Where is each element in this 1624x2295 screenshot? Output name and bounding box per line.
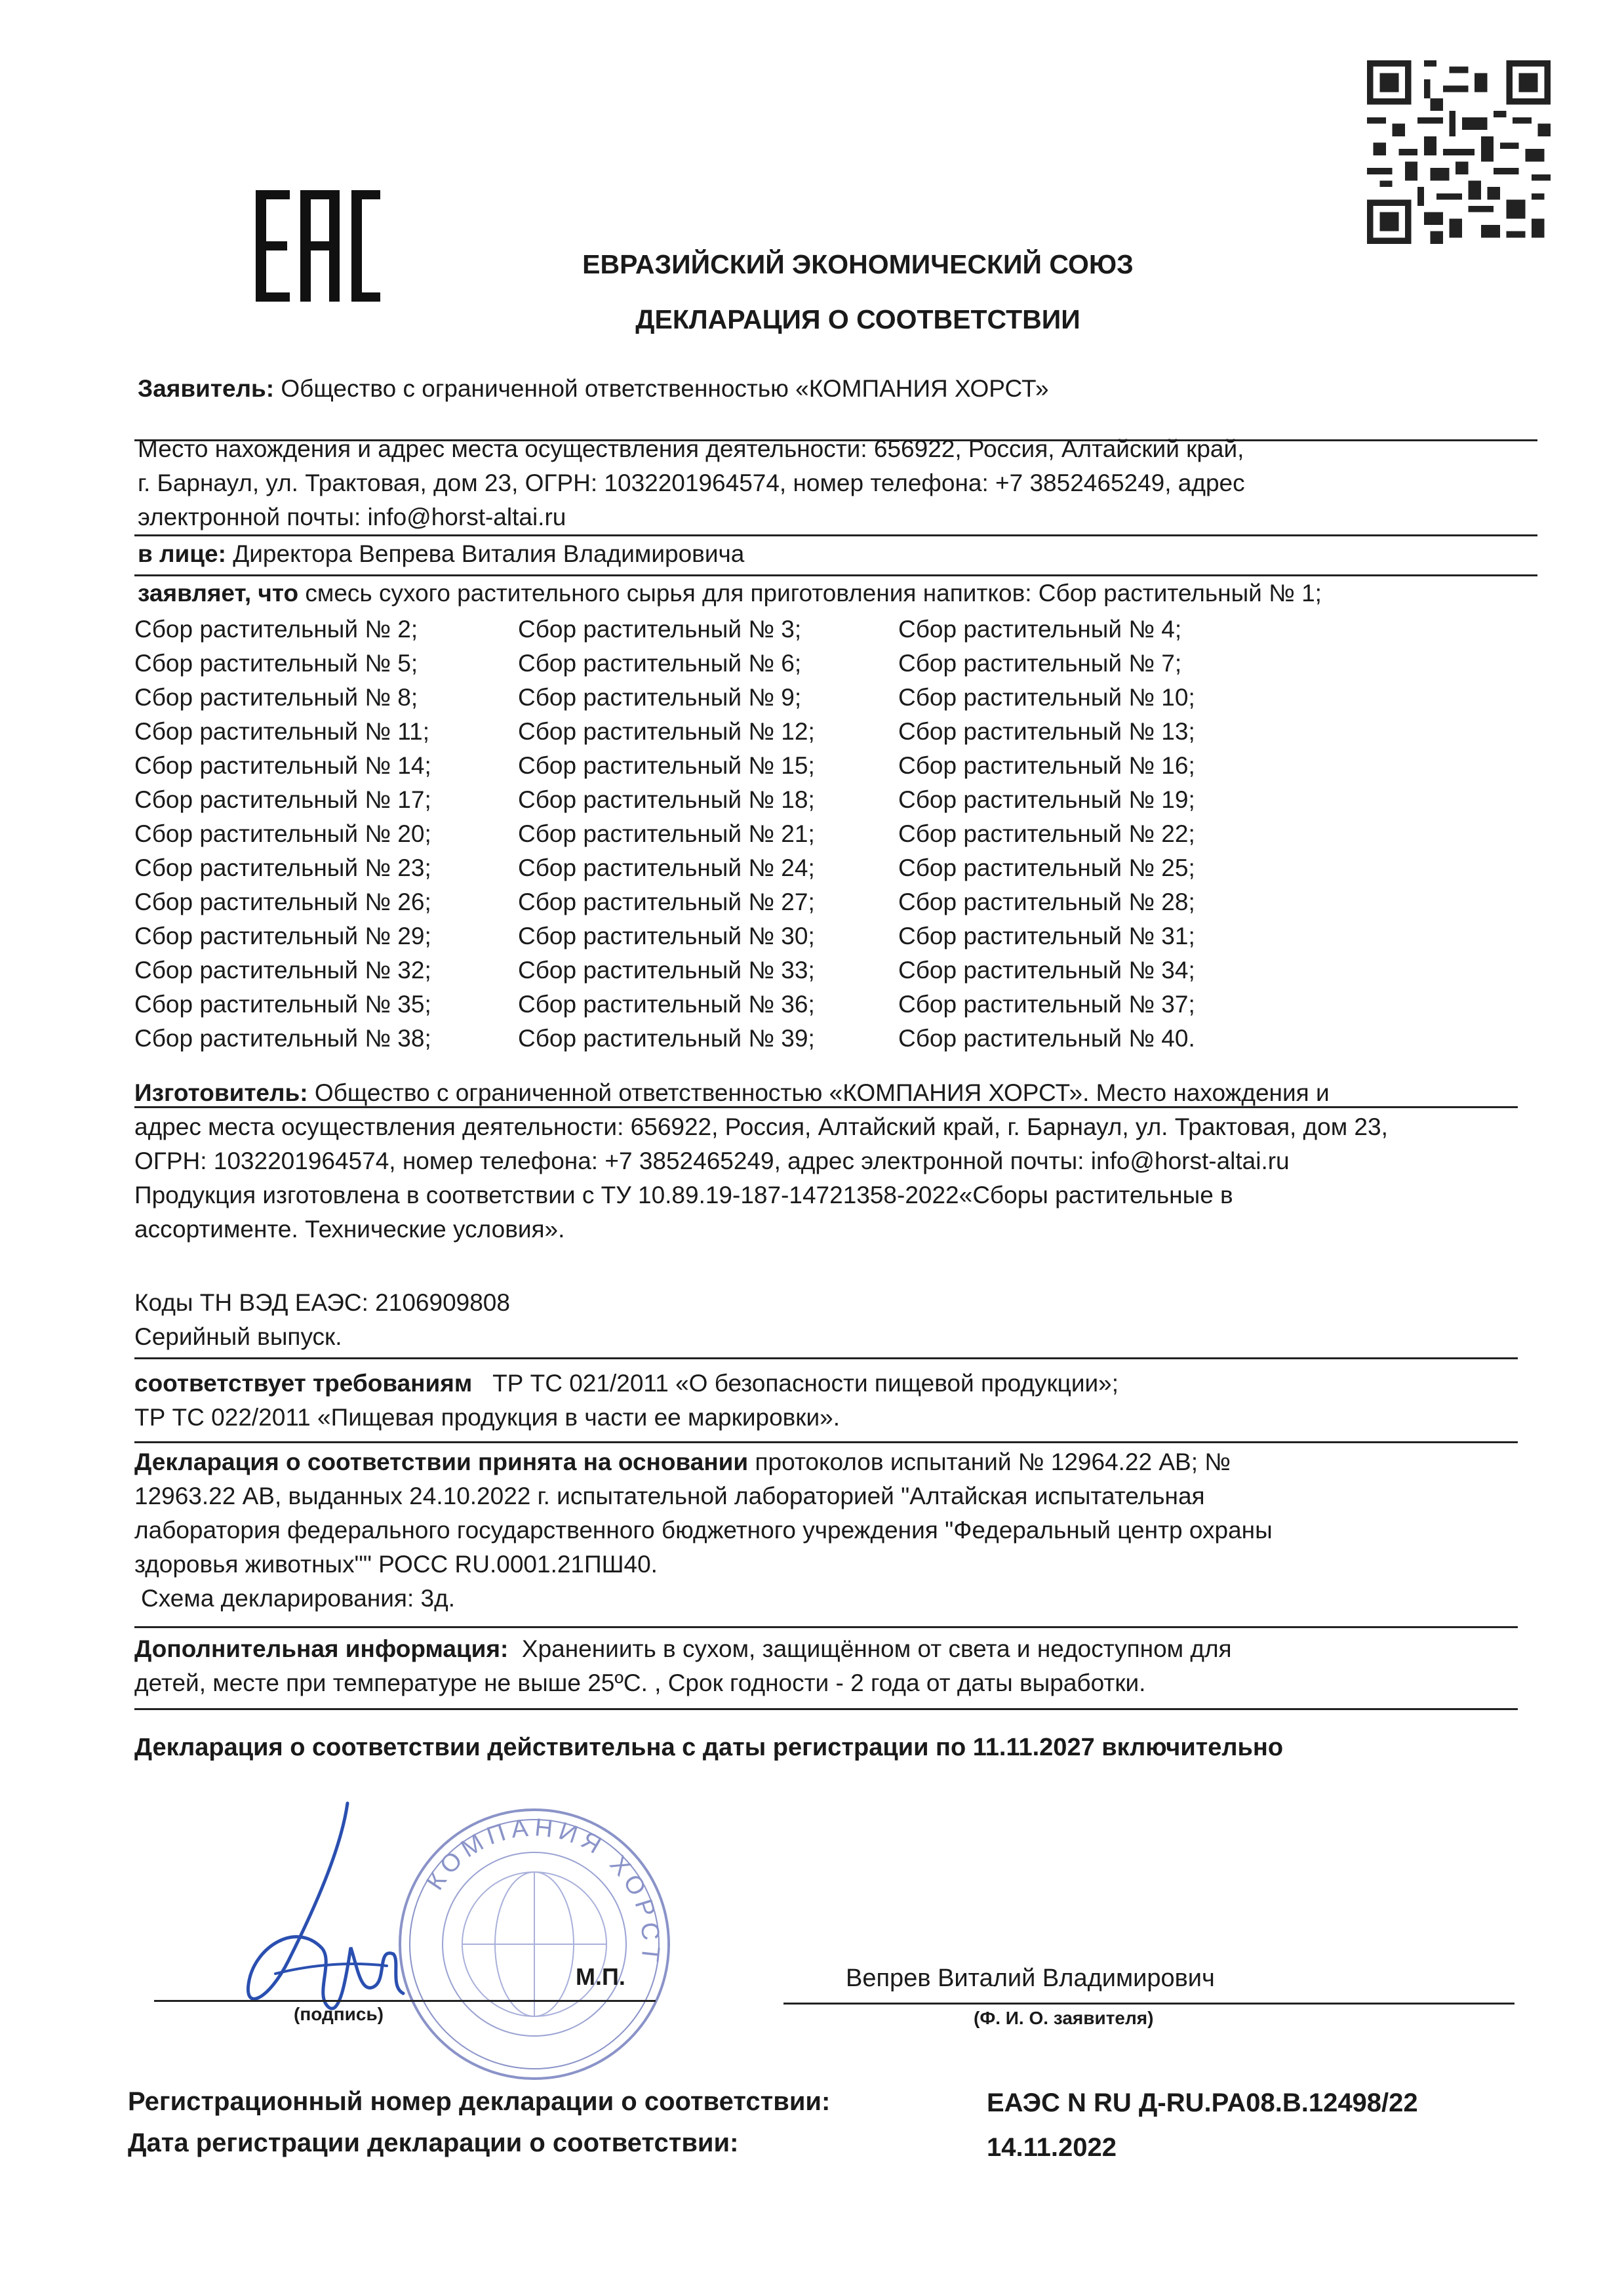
declares-intro: смесь сухого растительного сырья для приготовления напитков: Сбор растительный № 1; — [305, 580, 1322, 607]
additional-line-2: детей, месте при температуре не выше 25ºС. , Срок годности - 2 года от даты выработки. — [134, 1669, 1146, 1696]
requirements-line-2: ТР ТС 022/2011 «Пищевая продукция в части ее маркировки». — [134, 1404, 841, 1431]
additional-first-line: Хранениить в сухом, защищённом от света и недоступном для — [521, 1635, 1232, 1662]
manufacturer-line-4: Продукция изготовлена в соответствии с ТУ 10.89.19-187-14721358-2022«Сборы растительные в — [134, 1182, 1233, 1208]
product-item: Сбор растительный № 4; — [898, 616, 1182, 643]
handwritten-signature — [236, 1797, 406, 2039]
product-item: Сбор растительный № 18; — [518, 786, 815, 813]
product-item: Сбор растительный № 12; — [518, 718, 815, 745]
registration-number: ЕАЭС N RU Д-RU.PA08.B.12498/22 — [987, 2088, 1418, 2117]
declares-line — [138, 577, 1322, 610]
product-item: Сбор растительный № 33; — [518, 957, 815, 984]
product-item: Сбор растительный № 23; — [134, 854, 431, 881]
basis-first-line: протоколов испытаний № 12964.22 АВ; № — [755, 1448, 1231, 1475]
basis-label: Декларация о соответствии принята на основании — [134, 1448, 749, 1475]
qr-code — [1367, 60, 1551, 244]
union-name: ЕВРАЗИЙСКИЙ ЭКОНОМИЧЕСКИЙ СОЮЗ — [582, 249, 1134, 279]
divider — [134, 534, 1537, 536]
product-item: Сбор растительный № 13; — [898, 718, 1195, 745]
person-label: в лице: — [138, 540, 226, 567]
applicant-person-line — [138, 538, 744, 570]
registration-date-label: Дата регистрации декларации о соответствии: — [128, 2128, 739, 2157]
product-item: Сбор растительный № 24; — [518, 854, 815, 881]
signer-line — [783, 2003, 1515, 2005]
declares-label: заявляет, что — [138, 580, 299, 607]
product-item: Сбор растительный № 9; — [518, 684, 802, 711]
product-item: Сбор растительный № 11; — [134, 718, 429, 745]
registration-number-label: Регистрационный номер декларации о соответствии: — [128, 2087, 831, 2116]
manufacturer-first-line: Общество с ограниченной ответственностью «КОМПАНИЯ ХОРСТ». Место нахождения и — [314, 1079, 1330, 1106]
product-row — [134, 613, 1315, 647]
requirements-label: соответствует требованиям — [134, 1370, 473, 1397]
serial-release: Серийный выпуск. — [134, 1323, 342, 1350]
product-item: Сбор растительный № 19; — [898, 786, 1195, 813]
manufacturer-label: Изготовитель: — [134, 1079, 308, 1106]
signer-name: Вепрев Виталий Владимирович — [846, 1965, 1215, 1992]
product-item: Сбор растительный № 40. — [898, 1025, 1195, 1052]
registration-date: 14.11.2022 — [987, 2133, 1117, 2162]
product-row — [134, 954, 1315, 988]
product-item: Сбор растительный № 3; — [518, 616, 802, 643]
basis-line — [134, 1446, 1231, 1479]
company-stamp — [393, 1803, 675, 2085]
product-row — [134, 681, 1315, 715]
product-row — [134, 988, 1315, 1022]
applicant-label: Заявитель: — [138, 375, 275, 402]
product-item: Сбор растительный № 37; — [898, 991, 1195, 1018]
applicant-address-3: электронной почты: info@horst-altai.ru — [138, 504, 566, 530]
product-item: Сбор растительный № 31; — [898, 923, 1195, 949]
applicant-address-2: г. Барнаул, ул. Трактовая, дом 23, ОГРН: 1032201964574, номер телефона: +7 3852465249, адрес — [138, 469, 1245, 496]
svg-text:КОМПАНИЯ ХОРСТ — [421, 1814, 664, 1968]
product-item: Сбор растительный № 21; — [518, 820, 815, 847]
stamp-text: КОМПАНИЯ ХОРСТ — [421, 1814, 665, 1968]
product-item: Сбор растительный № 2; — [134, 616, 418, 643]
product-row — [134, 647, 1315, 681]
requirements-line-1: ТР ТС 021/2011 «О безопасности пищевой продукции»; — [492, 1370, 1119, 1397]
product-item: Сбор растительный № 25; — [898, 854, 1195, 881]
applicant-name: Общество с ограниченной ответственностью «КОМПАНИЯ ХОРСТ» — [281, 375, 1049, 402]
product-row — [134, 784, 1315, 818]
product-item: Сбор растительный № 26; — [134, 888, 431, 915]
basis-line-4: здоровья животных"" РОСС RU.0001.21ПШ40. — [134, 1551, 658, 1578]
product-row — [134, 1022, 1315, 1056]
signer-caption: (Ф. И. О. заявителя) — [974, 2008, 1154, 2028]
product-row — [134, 749, 1315, 784]
product-list — [134, 613, 1315, 1056]
product-item: Сбор растительный № 38; — [134, 1025, 431, 1052]
product-item: Сбор растительный № 35; — [134, 991, 431, 1018]
product-item: Сбор растительный № 16; — [898, 752, 1195, 779]
product-row — [134, 818, 1315, 852]
product-item: Сбор растительный № 5; — [134, 650, 418, 677]
eac-logo — [256, 190, 380, 302]
product-row — [134, 886, 1315, 920]
product-row — [134, 852, 1315, 886]
product-item: Сбор растительный № 14; — [134, 752, 431, 779]
product-item: Сбор растительный № 27; — [518, 888, 815, 915]
person-name: Директора Вепрева Виталия Владимировича — [233, 540, 745, 567]
signature-line — [154, 2000, 656, 2002]
declaration-scheme: Схема декларирования: 3д. — [141, 1585, 455, 1612]
applicant-address-1: Место нахождения и адрес места осуществления деятельности: 656922, Россия, Алтайский край, — [138, 435, 1244, 462]
manufacturer-line-5: ассортименте. Технические условия». — [134, 1216, 565, 1243]
product-item: Сбор растительный № 20; — [134, 820, 431, 847]
product-row — [134, 920, 1315, 954]
manufacturer-line — [134, 1077, 1330, 1109]
product-item: Сбор растительный № 34; — [898, 957, 1195, 984]
product-item: Сбор растительный № 28; — [898, 888, 1195, 915]
product-item: Сбор растительный № 36; — [518, 991, 815, 1018]
product-item: Сбор растительный № 30; — [518, 923, 815, 949]
product-item: Сбор растительный № 32; — [134, 957, 431, 984]
product-item: Сбор растительный № 6; — [518, 650, 802, 677]
basis-line-2: 12963.22 АВ, выданных 24.10.2022 г. испытательной лабораторией "Алтайская испытательная — [134, 1483, 1205, 1509]
basis-line-3: лаборатория федерального государственного бюджетного учреждения "Федеральный центр охраны — [134, 1517, 1273, 1544]
divider — [134, 1626, 1518, 1628]
product-row — [134, 715, 1315, 749]
signature-caption: (подпись) — [294, 2004, 384, 2024]
product-item: Сбор растительный № 15; — [518, 752, 815, 779]
product-item: Сбор растительный № 8; — [134, 684, 418, 711]
requirements-line — [134, 1367, 1119, 1400]
additional-label: Дополнительная информация: — [134, 1635, 509, 1662]
applicant-line — [138, 372, 1049, 405]
product-item: Сбор растительный № 17; — [134, 786, 431, 813]
additional-line — [134, 1633, 1232, 1666]
tnved-codes: Коды ТН ВЭД ЕАЭС: 2106909808 — [134, 1289, 510, 1316]
product-item: Сбор растительный № 29; — [134, 923, 431, 949]
divider — [134, 1441, 1518, 1443]
divider — [134, 1708, 1518, 1710]
manufacturer-line-3: ОГРН: 1032201964574, номер телефона: +7 3852465249, адрес электронной почты: info@horst-altai.ru — [134, 1148, 1290, 1174]
product-item: Сбор растительный № 22; — [898, 820, 1195, 847]
seal-placeholder: М.П. — [576, 1963, 625, 1990]
product-item: Сбор растительный № 39; — [518, 1025, 815, 1052]
manufacturer-line-2: адрес места осуществления деятельности: 656922, Россия, Алтайский край, г. Барнаул, ул. Трактовая, дом 23, — [134, 1113, 1388, 1140]
divider — [134, 574, 1537, 576]
product-item: Сбор растительный № 7; — [898, 650, 1182, 677]
divider — [134, 1357, 1518, 1359]
validity-statement: Декларация о соответствии действительна с даты регистрации по 11.11.2027 включительно — [134, 1734, 1284, 1761]
product-item: Сбор растительный № 10; — [898, 684, 1195, 711]
document-title: ДЕКЛАРАЦИЯ О СООТВЕТСТВИИ — [635, 304, 1080, 334]
